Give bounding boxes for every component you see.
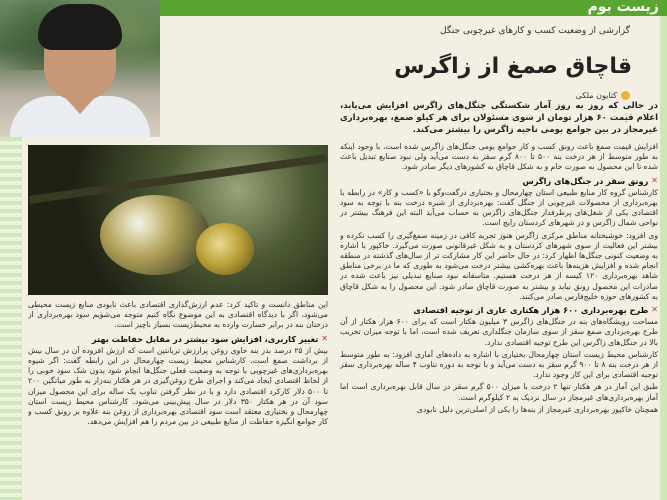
paragraph: همچنان خاکپور بهره‌برداری غیرمجاز از بنه‌ها را یکی از اصلی‌ترین دلیل نابودی	[416, 404, 658, 414]
author-name: کتایون ملکی	[575, 91, 617, 100]
paragraph: افزایش قیمت صمغ باعث رونق کسب و کار جوامع بومی جنگل‌های زاگرس شده است، با وجود اینکه به طور متوسط از هر درخت بنه ۵۰۰ تا ۸۰۰ گرم سقز به دست می‌آید ولی نبود صنایع تبدیل باعث شده تا این محصول به صورت خام و به شکل قاچاق به کشورهای دیگر صادر شود.	[340, 142, 658, 172]
photo-drop-large	[100, 195, 210, 275]
photo-hair	[38, 4, 122, 50]
byline-dot-icon	[621, 91, 630, 100]
section-banner	[160, 0, 667, 16]
paragraph: بیش از ۲۵ درصد بذر بنه حاوی روغن پرارزش تربانتین است که ارزش افزوده آن در سال بیش از برداشت صمغ است. کارشناس محیط زیست چهارمحال در این رابطه گفت: اگر شیوه بهره‌برداری‌های غیرچوبی با توجه به وضعیت فعلی جنگل‌ها انجام شود بدون شک سود خوبی را از لحاظ اقتصادی ایجاد می‌کند و اجرای طرح روغن‌گیری در هر هکتار بنه‌زار به طور میانگین ۲۰۰ تا ۵۰۰ دلار کارکرد اقتصادی دارد و با در نظر گرفتن تناوب یک ساله برای این محصول میزان سود آن در هر هکتار ۳۵۰ دلار در سال پیش‌بینی می‌شود. کارشناس محیط زیست استان چهارمحال و بختیاری معتقد است سود اقتصادی بهره‌برداری از روغن بنه علاوه بر رونق کسب و کار جوامع انگیزه حفاظت از منابع طبیعی در بین مردم را هم افزایش می‌دهد.	[28, 345, 328, 427]
paragraph: مساحت رویشگاه‌های بنه در جنگل‌های زاگرس ۳ میلیون هکتار است که برای ۶۰۰ هزار هکتار از آن طرح بهره‌برداری صمغ سقز از سوی سازمان جنگلداری تعریف شده است، اما با توجه میزان تخریب بالا در جنگل‌های زاگرس این طرح توجیه اقتصادی ندارد.	[340, 317, 658, 347]
subheading: ✕ تغییر کاربری، افزایش سود بیشتر در مقابل حفاظت بهتر	[91, 333, 328, 344]
decorative-left-edge	[0, 137, 22, 500]
bullet-icon: ✕	[651, 305, 658, 315]
paragraph: طبق این آمار در هر هکتار تنها ۲ درخت با میزان ۵۰۰ گرم سقز در سال قابل بهره‌برداری است اما آمار بهره‌برداری‌های غیرمجاز در سال نزدیک به ۲ کیلوگرم است.	[340, 382, 658, 402]
paragraph: وی افزود: خوشبختانه مناطق مرکزی زاگرس هنوز تجربه کافی در زمینه صمغ‌گیری را کسب نکرده و بیشتر این فعالیت از سوی شهرهای کردستان و به شکل غیرقانونی صورت می‌گیرد. خاکپور با اشاره به وضعیت کنونی جنگل‌ها اظهار کرد: در حال حاضر این کار مشارکت تر از سال‌های گذشته در منطقه انجام شده و افزایش هزینه‌ها باعث بهره‌کشی بیشتر درخت می‌شود به طوری که ما در برخی مناطق شاهد بهره‌برداری ۱۲۰ کیسه از هر درخت هستیم. متاسفانه نبود صنایع تبدیلی نیز باعث شده در صادرات این محصول رونق نیابد و بیشتر به صورت قاچاق صادر شود. این محصول را به شکل قاچاق به کشورهای حوزه خلیج‌فارس صادر می‌کنند.	[340, 230, 658, 301]
bullet-icon: ✕	[651, 175, 658, 185]
bullet-icon: ✕	[321, 333, 328, 343]
paragraph: این مناطق دانست و تاکید کرد: عدم ارزش‌گذاری اقتصادی باعث نابودی منابع زیست محیطی می‌شود، اگر با دیدگاه اقتصادی به این موضوع نگاه کنیم متوجه می‌شویم سود بهره‌برداری از درختان بنه در برابر خسارت وارده به محیط‌زیست بسیار ناچیز است.	[28, 300, 328, 330]
photo-drop-small	[196, 223, 254, 275]
section-title: زیست بوم	[587, 0, 659, 15]
left-text-column	[28, 300, 328, 496]
article-subtitle: گزارشی از وضعیت کسب و کارهای غیرچوبی جنگل	[440, 26, 630, 36]
article-headline: قاچاق صمغ از زاگرس	[394, 54, 632, 79]
author-photo	[0, 0, 160, 137]
photo-branch	[29, 154, 327, 204]
paragraph: کارشناس گروه کار منابع طبیعی استان چهارمحال و بختیاری درگفت‌وگو با «کسب و کار» در رابطه با بهره‌برداری از محصولات غیرچوبی از جنگل گفت: بهره‌برداری از شیره درخت بنه با توجه به سود اقتصادی یکی از شغل‌های پرطرفدار جنگل‌های زاگرس به حساب می‌آید البته این فرهنگ بیشتر در نواحی شمال زاگرس و در شهرهای کردستان رایج است.	[340, 187, 658, 228]
subheading: ✕ رونق سقز در جنگل‌های زاگرس	[522, 175, 658, 186]
article-lead: در حالی که روز به روز آمار شکستگی جنگل‌های زاگرس افزایش می‌یابد، اعلام قیمت ۶۰ هزار تومان از سوی مسئولان برای هر کیلو صمغ، بهره‌برداری غیرمجاز در بین جوامع بومی ناحیه زاگرس را بیشتر می‌کند.	[340, 101, 658, 135]
dew-drop-photo	[28, 145, 328, 295]
subheading: ✕ طرح بهره‌برداری ۶۰۰ هزار هکتاری عاری از توجیه اقتصادی	[413, 305, 658, 316]
decorative-right-edge	[660, 16, 667, 500]
author-byline	[576, 91, 630, 100]
paragraph: کارشناس محیط زیست استان چهارمحال بختیاری با اشاره به داده‌های آماری افزود: به طور متوسط از هر درخت بنه ۸ تا ۹۰۰ گرم سقز به دست می‌آید و با توجه به دوره تناوب ۴ ساله بهره‌برداری سقز توجیه اقتصادی برای این کار وجود ندارد.	[340, 349, 658, 380]
right-text-column	[340, 142, 658, 494]
